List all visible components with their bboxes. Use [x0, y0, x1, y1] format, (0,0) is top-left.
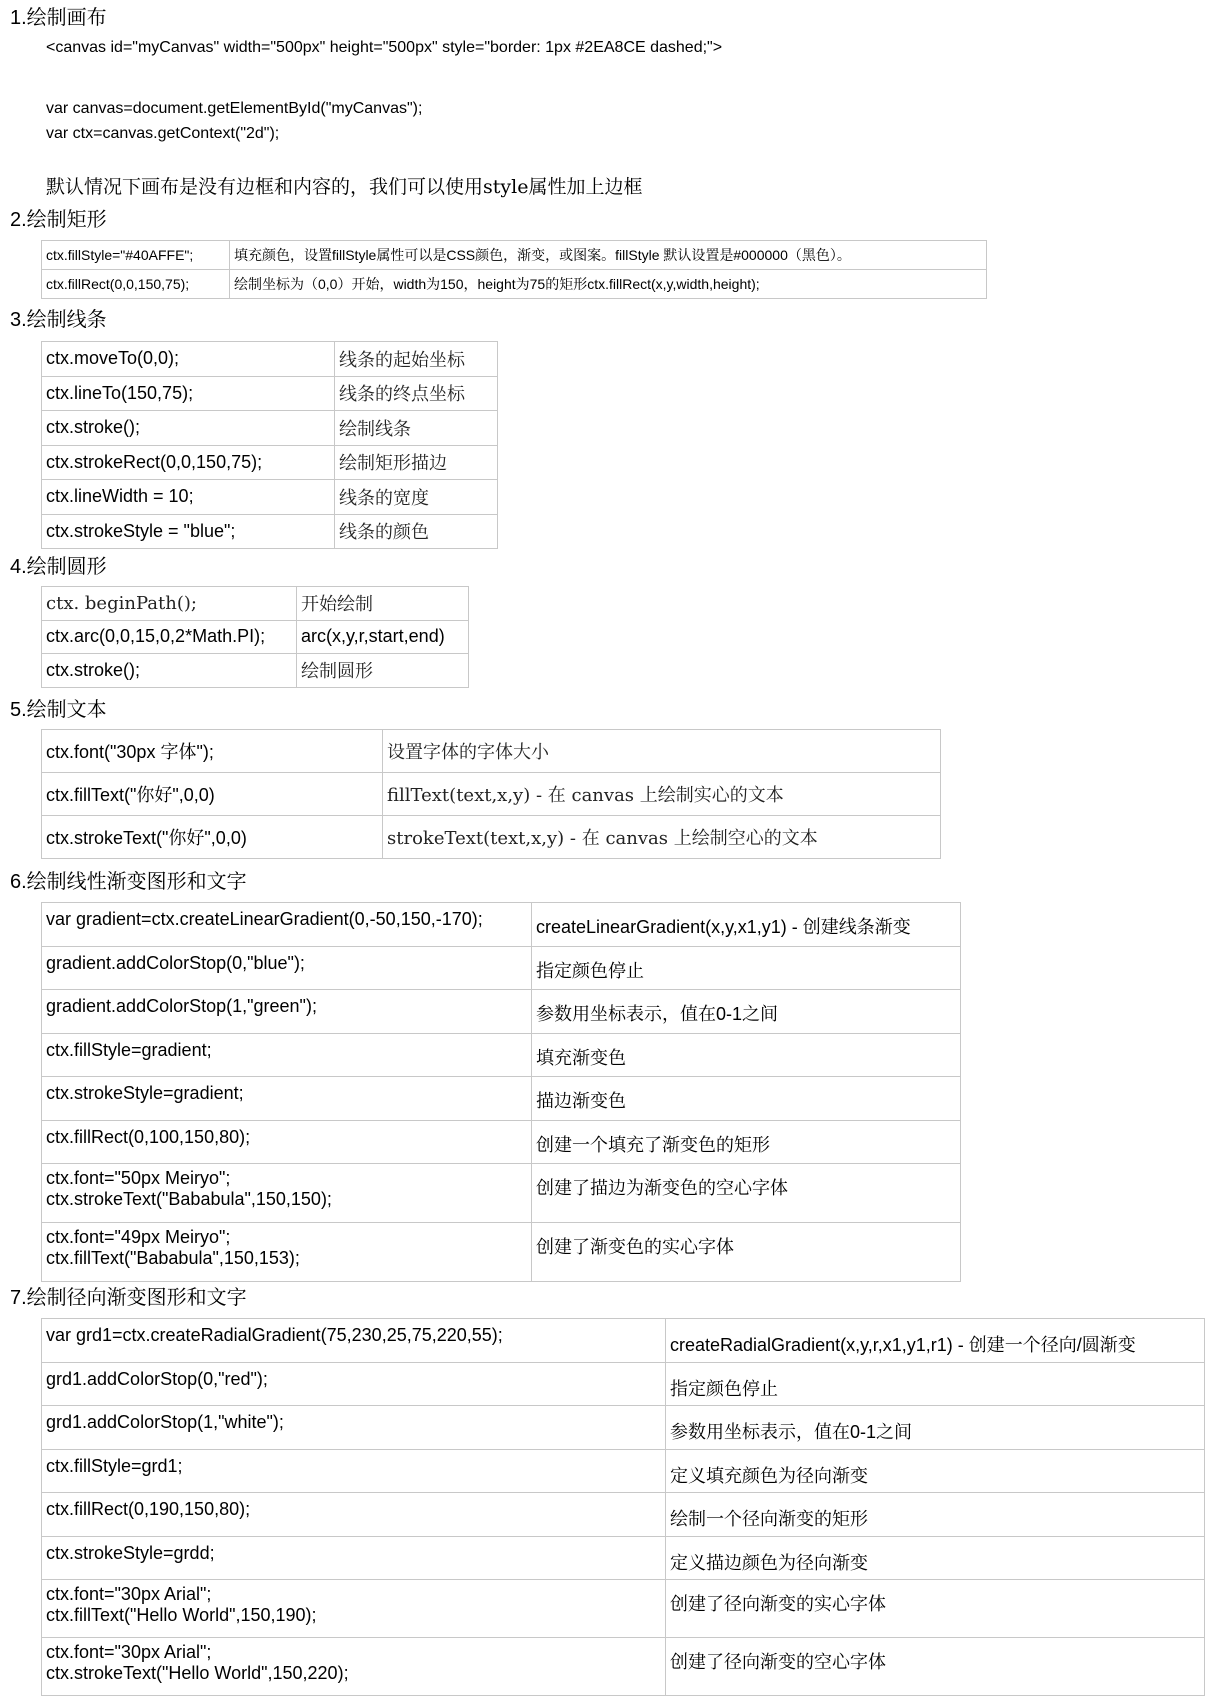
desc-cell: strokeText(text,x,y) - 在 canvas 上绘制空心的文本 — [383, 816, 941, 859]
table-row — [42, 1493, 1205, 1537]
desc-cell: 指定颜色停止 — [532, 946, 961, 990]
code-cell: ctx.strokeStyle=grdd; — [42, 1536, 666, 1580]
code-cell: ctx.lineTo(150,75); — [42, 376, 335, 411]
code-cell: ctx.font("30px 字体"); — [42, 730, 383, 773]
table-row — [42, 241, 987, 270]
desc-cell: 填充渐变色 — [532, 1033, 961, 1077]
desc-cell: 线条的终点坐标 — [335, 376, 498, 411]
code-cell: ctx.fillRect(0,0,150,75); — [42, 270, 230, 299]
desc-cell: 参数用坐标表示，值在0-1之间 — [532, 990, 961, 1034]
table-row — [42, 1033, 961, 1077]
linear-gradient-table — [41, 902, 961, 1282]
table-row — [42, 342, 498, 377]
code-line: ctx.fillText("Bababula",150,153); — [46, 1248, 300, 1268]
desc-cell: 绘制矩形描边 — [335, 445, 498, 480]
table-row — [42, 376, 498, 411]
table-row — [42, 1536, 1205, 1580]
desc-cell: 定义描边颜色为径向渐变 — [666, 1536, 1205, 1580]
table-row — [42, 654, 469, 688]
section-2-title: 2.绘制矩形 — [10, 209, 107, 231]
code-cell: ctx.strokeText("你好",0,0) — [42, 816, 383, 859]
code-cell: ctx.fillText("你好",0,0) — [42, 773, 383, 816]
desc-cell: 线条的起始坐标 — [335, 342, 498, 377]
code-cell: ctx.moveTo(0,0); — [42, 342, 335, 377]
code-cell: ctx.stroke(); — [42, 411, 335, 446]
desc-cell: 指定颜色停止 — [666, 1362, 1205, 1406]
code-cell: gradient.addColorStop(1,"green"); — [42, 990, 532, 1034]
code-cell: var grd1=ctx.createRadialGradient(75,230,25,75,220,55); — [42, 1319, 666, 1363]
code-cell: var gradient=ctx.createLinearGradient(0,-50,150,-170); — [42, 903, 532, 947]
section-5-title: 5.绘制文本 — [10, 699, 107, 721]
table-row — [42, 270, 987, 299]
desc-cell: 绘制坐标为（0,0）开始，width为150，height为75的矩形ctx.fillRect(x,y,width,height); — [230, 270, 987, 299]
desc-cell: 线条的颜色 — [335, 514, 498, 549]
code-cell: grd1.addColorStop(0,"red"); — [42, 1362, 666, 1406]
table-row — [42, 816, 941, 859]
table-row — [42, 903, 961, 947]
code-cell — [42, 1638, 666, 1696]
code-cell: ctx.strokeStyle=gradient; — [42, 1077, 532, 1121]
code-cell — [42, 1164, 532, 1223]
circle-table — [41, 586, 469, 688]
text-table — [41, 729, 941, 859]
desc-cell: 创建了描边为渐变色的空心字体 — [532, 1164, 961, 1223]
desc-cell: arc(x,y,r,start,end) — [297, 620, 469, 654]
table-row — [42, 514, 498, 549]
radial-gradient-table — [41, 1318, 1205, 1696]
get-canvas-code: var canvas=document.getElementById("myCanvas"); — [46, 100, 423, 117]
table-row — [42, 1638, 1205, 1696]
section-4-title: 4.绘制圆形 — [10, 556, 107, 578]
code-line: ctx.font="30px Arial"; — [46, 1642, 212, 1662]
table-row — [42, 1362, 1205, 1406]
table-row — [42, 1077, 961, 1121]
table-row — [42, 480, 498, 515]
canvas-border-note: 默认情况下画布是没有边框和内容的，我们可以使用style属性加上边框 — [46, 176, 643, 198]
code-line: ctx.strokeText("Bababula",150,150); — [46, 1189, 332, 1209]
code-cell: ctx.fillRect(0,100,150,80); — [42, 1120, 532, 1164]
desc-cell: 设置字体的字体大小 — [383, 730, 941, 773]
section-3-title: 3.绘制线条 — [10, 309, 107, 331]
code-cell: ctx.arc(0,0,15,0,2*Math.PI); — [42, 620, 297, 654]
table-row — [42, 773, 941, 816]
desc-cell: 开始绘制 — [297, 587, 469, 621]
code-line: ctx.strokeText("Hello World",150,220); — [46, 1663, 349, 1683]
table-row — [42, 946, 961, 990]
desc-cell: createRadialGradient(x,y,r,x1,y1,r1) - 创建一个径向/圆渐变 — [666, 1319, 1205, 1363]
table-row — [42, 1120, 961, 1164]
section-7-title: 7.绘制径向渐变图形和文字 — [10, 1287, 247, 1309]
code-line: ctx.font="50px Meiryo"; — [46, 1168, 231, 1188]
desc-cell: 绘制一个径向渐变的矩形 — [666, 1493, 1205, 1537]
code-cell: ctx.strokeRect(0,0,150,75); — [42, 445, 335, 480]
desc-cell: 绘制圆形 — [297, 654, 469, 688]
code-cell: ctx. beginPath(); — [42, 587, 297, 621]
table-row — [42, 990, 961, 1034]
table-row — [42, 1223, 961, 1282]
section-6-title: 6.绘制线性渐变图形和文字 — [10, 871, 247, 893]
table-row — [42, 587, 469, 621]
code-cell — [42, 1223, 532, 1282]
code-cell: grd1.addColorStop(1,"white"); — [42, 1406, 666, 1450]
code-cell: ctx.fillStyle="#40AFFE"; — [42, 241, 230, 270]
desc-cell: 创建了径向渐变的空心字体 — [666, 1638, 1205, 1696]
desc-cell: 线条的宽度 — [335, 480, 498, 515]
table-row — [42, 411, 498, 446]
table-row — [42, 1580, 1205, 1638]
code-cell: ctx.fillStyle=gradient; — [42, 1033, 532, 1077]
get-context-code: var ctx=canvas.getContext("2d"); — [46, 125, 280, 142]
desc-cell: 定义填充颜色为径向渐变 — [666, 1449, 1205, 1493]
desc-cell: 创建了径向渐变的实心字体 — [666, 1580, 1205, 1638]
code-cell: ctx.fillStyle=grd1; — [42, 1449, 666, 1493]
table-row — [42, 1164, 961, 1223]
code-cell: ctx.strokeStyle = "blue"; — [42, 514, 335, 549]
desc-cell: 创建一个填充了渐变色的矩形 — [532, 1120, 961, 1164]
code-cell: gradient.addColorStop(0,"blue"); — [42, 946, 532, 990]
section-1-title: 1.绘制画布 — [10, 7, 107, 29]
desc-cell: 描边渐变色 — [532, 1077, 961, 1121]
desc-cell: 参数用坐标表示，值在0-1之间 — [666, 1406, 1205, 1450]
rect-table — [41, 240, 987, 299]
code-cell: ctx.lineWidth = 10; — [42, 480, 335, 515]
table-row — [42, 1319, 1205, 1363]
code-line: ctx.font="49px Meiryo"; — [46, 1227, 231, 1247]
table-row — [42, 445, 498, 480]
desc-cell: 创建了渐变色的实心字体 — [532, 1223, 961, 1282]
table-row — [42, 620, 469, 654]
code-line: ctx.fillText("Hello World",150,190); — [46, 1605, 317, 1625]
table-row — [42, 730, 941, 773]
code-cell: ctx.fillRect(0,190,150,80); — [42, 1493, 666, 1537]
desc-cell: createLinearGradient(x,y,x1,y1) - 创建线条渐变 — [532, 903, 961, 947]
table-row — [42, 1449, 1205, 1493]
code-cell — [42, 1580, 666, 1638]
code-cell: ctx.stroke(); — [42, 654, 297, 688]
line-table — [41, 341, 498, 549]
table-row — [42, 1406, 1205, 1450]
code-line: ctx.font="30px Arial"; — [46, 1584, 212, 1604]
desc-cell: 绘制线条 — [335, 411, 498, 446]
desc-cell: 填充颜色，设置fillStyle属性可以是CSS颜色，渐变，或图案。fillStyle 默认设置是#000000（黑色）。 — [230, 241, 987, 270]
desc-cell: fillText(text,x,y) - 在 canvas 上绘制实心的文本 — [383, 773, 941, 816]
canvas-tag-code: <canvas id="myCanvas" width="500px" height="500px" style="border: 1px #2EA8CE dashed;"> — [46, 39, 723, 56]
